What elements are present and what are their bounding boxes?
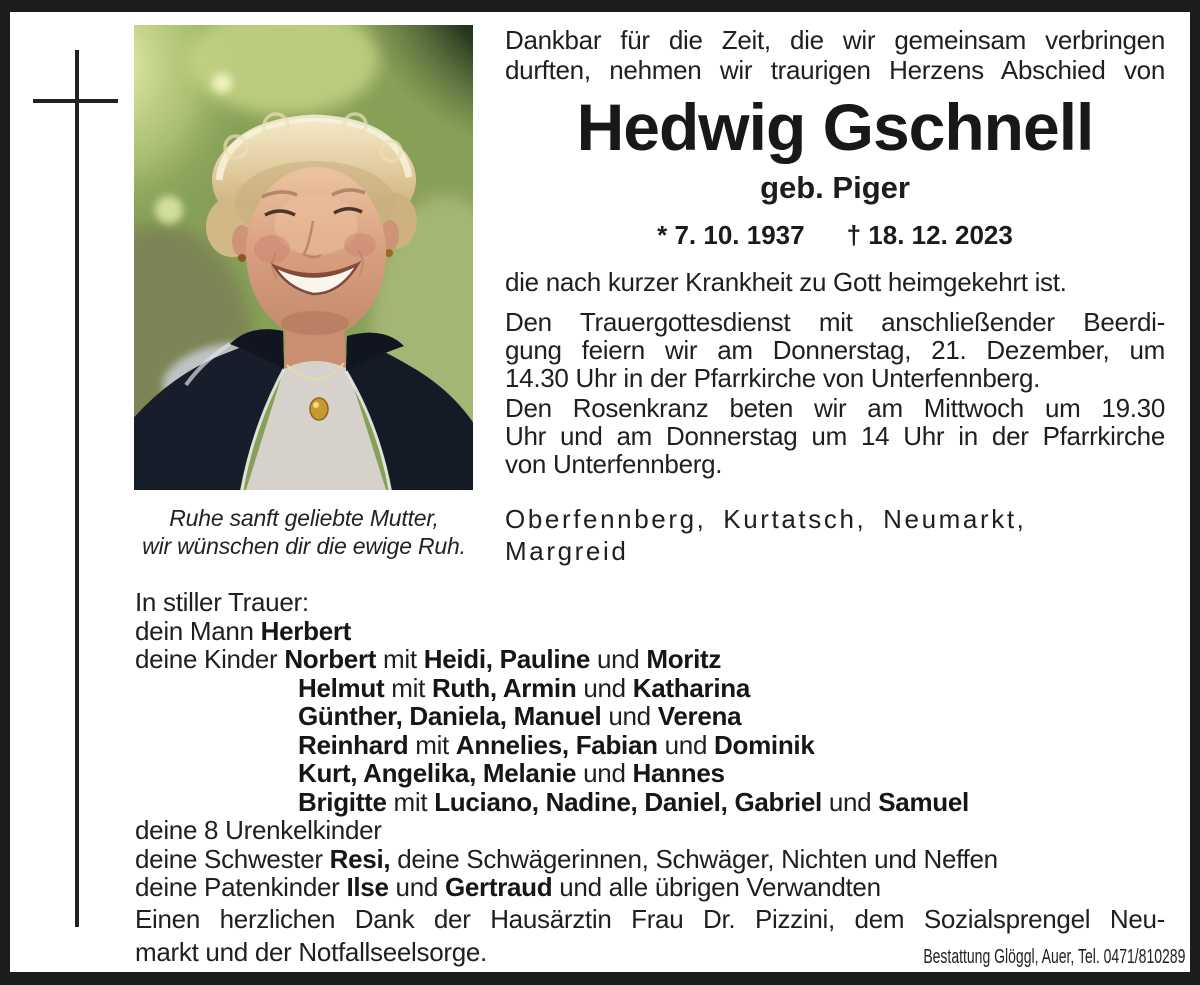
mourner-text: und <box>821 786 879 817</box>
places-line2: Margreid <box>505 536 629 566</box>
mourner-name: Dominik <box>714 729 815 760</box>
cross-horizontal-bar <box>33 99 118 103</box>
mourner-name: Verena <box>657 701 742 731</box>
mourner-name: Kurt, Angelika, Melanie <box>298 758 577 788</box>
mourner-name: Annelies, Fabian <box>455 729 658 760</box>
photo-caption-line2: wir wünschen dir die ewige Ruh. <box>142 533 466 559</box>
mourner-kids-5 <box>298 759 1175 788</box>
mourner-name: Günther, Daniela, Manuel <box>298 701 602 731</box>
mourner-text: und <box>657 729 715 760</box>
mourner-text: dein Mann <box>135 615 261 646</box>
mourner-sister <box>135 845 1175 874</box>
funeral-line1: Den Trauergottesdienst mit anschließender Beerdi- <box>505 307 1165 337</box>
intro-line1: Dankbar für die Zeit, die wir gemeinsam verbringen <box>505 25 1165 55</box>
mourner-text: deine Schwester <box>135 843 330 874</box>
mourner-husband <box>135 617 1175 646</box>
mourner-text: und <box>601 701 658 731</box>
thanks-line1: Einen herzlichen Dank der Hausärztin Frau Dr. Pizzini, dem Sozialsprengel Neu- <box>135 904 1165 934</box>
rosary-line1: Den Rosenkranz beten wir am Mittwoch um 19.30 <box>505 393 1165 423</box>
mourner-name: Helmut <box>298 672 385 703</box>
mourner-text: und <box>576 672 633 703</box>
mourner-name: Reinhard <box>298 729 409 760</box>
obituary-page <box>10 12 1190 972</box>
mourner-name: Norbert <box>284 644 377 674</box>
mourner-text: mit <box>376 644 424 674</box>
mourner-name: Luciano, Nadine, Daniel, Gabriel <box>434 786 822 817</box>
photo-caption <box>124 504 484 560</box>
mourner-text: und alle übrigen Verwandten <box>552 872 881 902</box>
mourners-section <box>135 588 1175 902</box>
mourner-name: Heidi, Pauline <box>423 644 591 674</box>
mourner-text: deine Patenkinder <box>135 872 347 902</box>
mourner-text: mit <box>386 786 435 817</box>
rosary-line2: Uhr und am Donnerstag um 14 Uhr in der Pfarrkirche <box>505 421 1165 451</box>
mourner-name: Brigitte <box>298 786 387 817</box>
funeral-announcement <box>505 308 1165 392</box>
mourner-text: deine Schwägerinnen, Schwäger, Nichten und Neffen <box>390 843 998 874</box>
mourner-text: mit <box>384 672 432 703</box>
mourner-name: Gertraud <box>444 872 553 902</box>
undertaker-credit: Bestattung Glöggl, Auer, Tel. 0471/810289 <box>922 946 1185 968</box>
mourner-name: Hannes <box>632 758 725 788</box>
mourner-kids-2 <box>298 674 1175 703</box>
mourner-grandchildren: deine 8 Urenkelkinder <box>135 815 382 845</box>
death-date: † 18. 12. 2023 <box>846 220 1013 250</box>
funeral-line2: gung feiern wir am Donnerstag, 21. Dezember, um <box>505 335 1165 365</box>
mourners-title: In stiller Trauer: <box>135 587 309 617</box>
mourner-text: deine Kinder <box>135 644 285 674</box>
mourner-kids-6 <box>298 788 1175 817</box>
maiden-name: geb. Piger <box>760 170 910 205</box>
funeral-line3: 14.30 Uhr in der Pfarrkirche von Unterfennberg. <box>505 363 1041 393</box>
mourner-name: Ruth, Armin <box>431 672 577 703</box>
cross-vertical-bar <box>75 50 79 927</box>
places-line1: Oberfennberg, Kurtatsch, Neumarkt, <box>505 504 1027 534</box>
thanks-line2: markt und der Notfallseelsorge. <box>135 937 487 967</box>
places-list <box>505 503 1165 567</box>
intro-text <box>505 25 1165 85</box>
intro-line2: durften, nehmen wir traurigen Herzens Abschied von <box>505 55 1165 85</box>
homecoming-text: die nach kurzer Krankheit zu Gott heimgekehrt ist. <box>505 267 1067 297</box>
portrait-photo-illustration <box>134 25 473 490</box>
mourner-name: Moritz <box>646 644 722 674</box>
photo-caption-line1: Ruhe sanft geliebte Mutter, <box>169 505 439 531</box>
rosary-announcement <box>505 394 1165 478</box>
mourner-name: Samuel <box>878 786 969 817</box>
mourner-godchildren <box>135 873 1175 902</box>
mourner-text: und <box>388 872 445 902</box>
mourner-name: Resi, <box>329 843 391 874</box>
birth-date: * 7. 10. 1937 <box>657 220 805 250</box>
rosary-line3: von Unterfennberg. <box>505 449 723 479</box>
portrait-photo <box>134 25 473 490</box>
mourner-kids-3 <box>298 702 1175 731</box>
mourner-name: Ilse <box>346 872 389 902</box>
mourner-name: Herbert <box>260 615 352 646</box>
deceased-name: Hedwig Gschnell <box>576 90 1094 164</box>
mourner-kids-4 <box>298 731 1175 760</box>
life-dates <box>505 220 1165 251</box>
mourner-text: und <box>590 644 647 674</box>
mourner-name: Katharina <box>632 672 750 703</box>
mourner-text: mit <box>408 729 456 760</box>
mourner-kids-1 <box>135 645 1175 674</box>
mourner-text: und <box>576 758 633 788</box>
